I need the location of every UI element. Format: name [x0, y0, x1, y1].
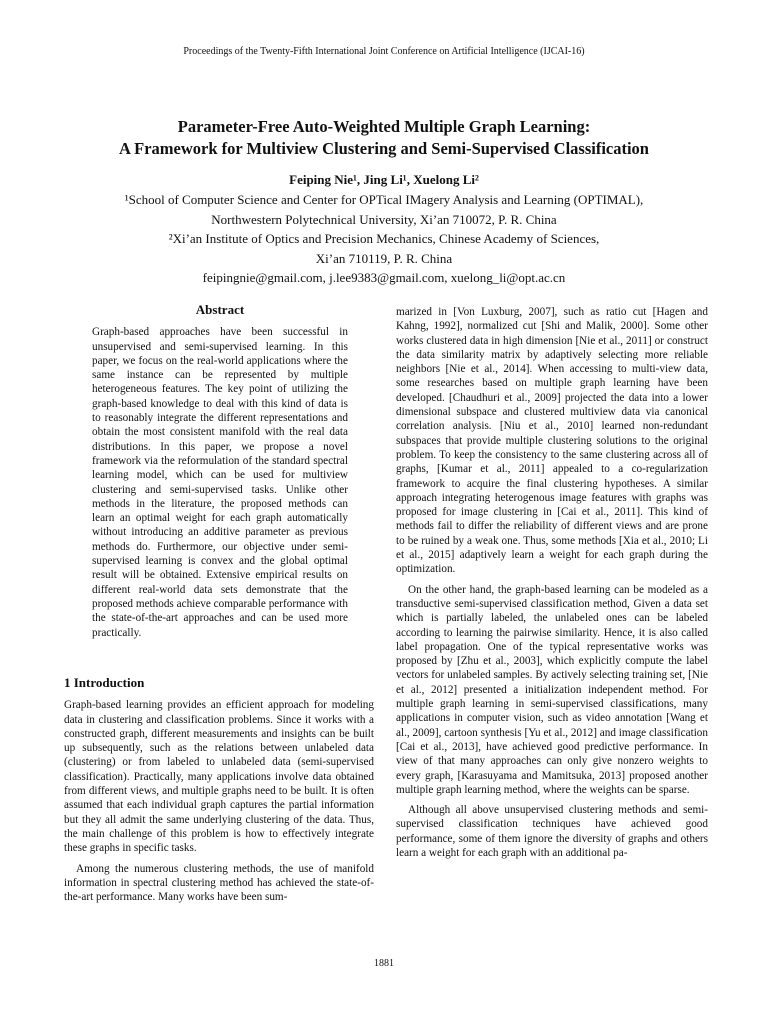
- introduction-heading: 1 Introduction: [64, 675, 145, 690]
- author-emails: feipingnie@gmail.com, j.lee9383@gmail.com, xuelong_li@opt.ac.cn: [202, 270, 566, 285]
- abstract-section: [92, 303, 348, 640]
- affiliation-line: Xi’an 710119, P. R. China: [315, 250, 453, 266]
- affiliation-line: ²Xi’an Institute of Optics and Precision Mechanics, Chinese Academy of Sciences,: [168, 231, 600, 246]
- abstract-text: Graph-based approaches have been successful in unsupervised and semi-supervised learning. In this paper, we focus on the real-world applications where the same instance can be represented by multiple heterogeneous features. The key point of utilizing the graph-based knowledge to deal with this kind of data is to reasonably integrate the different representations and obtain the most consistent manifold with the real data distributions. In this paper, we propose a novel framework via the reformulation of the standard spectral learning model, which can be used for multiview clustering and semi-supervised tasks. Unlike other methods in the literature, the proposed methods can learn an optimal weight for each graph automatically without introducing an additive parameter as previous methods do. Furthermore, our objective under semi-supervised learning is convex and the global optimal result will be obtained. Extensive empirical results on different real-world data sets demonstrate that the proposed methods achieve comparable performance with the state-of-the-art approaches and can be used more practically.: [92, 326, 348, 639]
- page-number: 1881: [374, 958, 394, 969]
- intro-paragraph: Among the numerous clustering methods, the use of manifold information in spectral clustering method has achieved the state-of-the-art performance. Many works have been sum-: [64, 862, 374, 904]
- title-line-2: A Framework for Multiview Clustering and Semi-Supervised Classification: [119, 139, 649, 158]
- introduction-section: [64, 676, 374, 904]
- intro-paragraph: Graph-based learning provides an efficient approach for modeling data in clustering and classification problems. Since it works with a constructed graph, different measurements and insights can be built up subsequently, such as the relations between unlabeled data (clustering) or from labeled to unlabeled data (semi-supervised classification). Practically, many applications involve data obtained from different views, and multiple graphs need to be built. It is often assumed that each individual graph captures the partial information but they all admit the same underlying clustering of the data. Thus, the main challenge of this problem is how to effectively integrate these graphs in specific tasks.: [64, 699, 374, 855]
- body-paragraph: Although all above unsupervised clustering methods and semi-supervised classification techniques have achieved good performance, some of them ignore the diversity of graphs and others learn a weight for each graph with an additional pa-: [396, 804, 708, 859]
- title-line-1: Parameter-Free Auto-Weighted Multiple Graph Learning:: [177, 117, 591, 136]
- affiliation-line: ¹School of Computer Science and Center for OPTical IMagery Analysis and Learning (OPTIMAL),: [124, 192, 644, 207]
- body-paragraph: marized in [Von Luxburg, 2007], such as ratio cut [Hagen and Kahng, 1992], normalized cut [Shi and Malik, 2000]. Some other works clustered data in high dimension [Nie et al., 2011] or construct the data similarity matrix by adaptively selecting more reliable neighbors [Nie et al., 2014]. When accessing to multi-view data, some researches based on multiple graph learning have been developed. [Chaudhuri et al., 2009] projected the data into a lower dimensional subspace and clustered multiview data via canonical correlation analysis. [Niu et al., 2010] learned non-redundant subspaces that provide multiple clustering solutions to the original problem. To keep the consistency to the same clustering across all of graphs, [Kumar et al., 2011] appealed to a co-regularization framework to acquire the final clustering hypotheses. A similar approach integrating heterogenous image features with graphs was proposed for image clustering in [Cai et al., 2011]. This kind of methods fail to differ the reliability of different views and are prone to be ruined by a weak one. Thus, some methods [Xia et al., 2010; Li et al., 2015] adaptively learn a weight for each graph during the optimization.: [396, 306, 708, 576]
- affiliation-line: Northwestern Polytechnical University, Xi’an 710072, P. R. China: [211, 211, 557, 227]
- paper-title: [40, 116, 728, 160]
- conference-header: Proceedings of the Twenty-Fifth International Joint Conference on Artificial Intelligence (IJCAI-16): [183, 46, 585, 57]
- abstract-heading: Abstract: [195, 302, 245, 317]
- right-column: [396, 305, 708, 860]
- body-paragraph: On the other hand, the graph-based learning can be modeled as a transductive semi-supervised classification method, Given a data set which is partially labeled, the unlabeled ones can be labeled according to learning the pairwise similarity. Hence, it is also called label propagation. One of the typical representative works was proposed by [Zhu et al., 2003], which explicitly compute the label vectors for unlabeled samples. By actively selecting training set, [Nie et al., 2012] presented a initialization independent method. For multiple graph learning in semi-supervised classifications, many applications in computer vision, such as video annotation [Wang et al., 2009], cartoon synthesis [Yu et al., 2012] and image classification [Cai et al., 2013], have achieved good predictive performance. In view of that many approaches can only give nonzero weights to every graph, [Karasuyama and Mamitsuka, 2013] proposed another multiple graph learning method, where the weights can be sparse.: [396, 583, 708, 796]
- affiliations: [40, 190, 728, 288]
- authors: Feiping Nie¹, Jing Li¹, Xuelong Li²: [289, 172, 479, 187]
